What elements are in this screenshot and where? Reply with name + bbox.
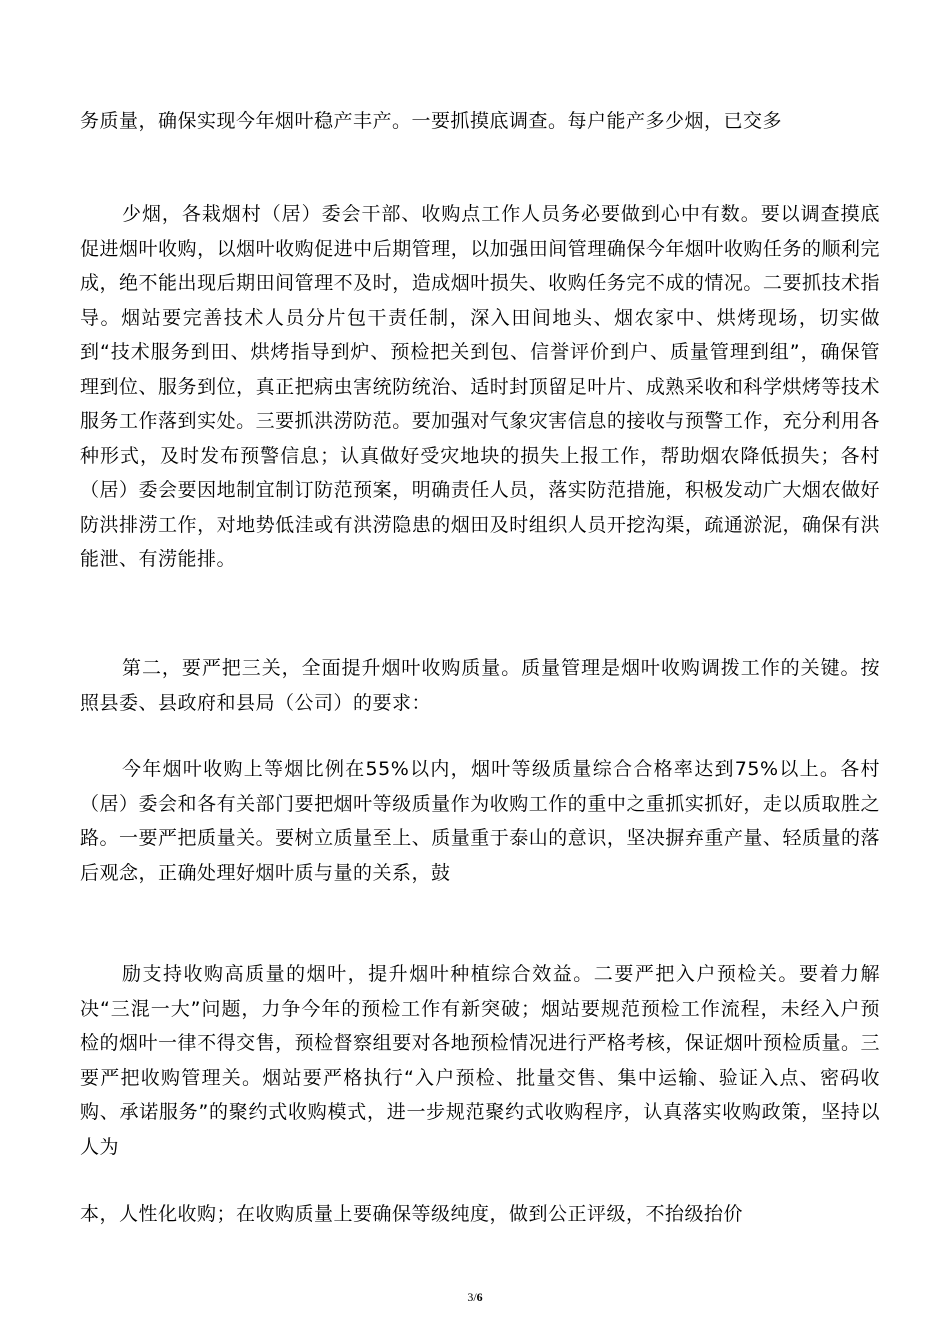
page-number-current: 3/ — [467, 1290, 477, 1304]
page-number-total: 6 — [476, 1290, 483, 1304]
page-number — [0, 1290, 950, 1305]
paragraph-1: 务质量，确保实现今年烟叶稳产丰产。一要抓摸底调查。每户能产多少烟，已交多 — [80, 110, 783, 132]
paragraph-4: 今年烟叶收购上等烟比例在55%以内，烟叶等级质量综合合格率达到75%以上。各村（居）委会和各有关部门要把烟叶等级质量作为收购工作的重中之重抓实抓好，走以质取胜之路。一要严把质量关。要树立质量至上、质量重于泰山的意识，坚决摒弃重产量、轻质量的落后观念，正确处理好烟叶质与量的关系，鼓 — [80, 758, 880, 884]
paragraph-5: 励支持收购高质量的烟叶，提升烟叶种植综合效益。二要严把入户预检关。要着力解决“三混一大”问题，力争今年的预检工作有新突破；烟站要规范预检工作流程，未经入户预检的烟叶一律不得交售，预检督察组要对各地预检情况进行严格考核，保证烟叶预检质量。三要严把收购管理关。烟站要严格执行“入户预检、批量交售、集中运输、验证入点、密码收购、承诺服务”的聚约式收购模式，进一步规范聚约式收购程序，认真落实收购政策，坚持以人为 — [80, 963, 880, 1158]
paragraph-2: 少烟，各栽烟村（居）委会干部、收购点工作人员务必要做到心中有数。要以调查摸底促进烟叶收购，以烟叶收购促进中后期管理，以加强田间管理确保今年烟叶收购任务的顺利完成，绝不能出现后期田间管理不及时，造成烟叶损失、收购任务完不成的情况。二要抓技术指导。烟站要完善技术人员分片包干责任制，深入田间地头、烟农家中、烘烤现场，切实做到“技术服务到田、烘烤指导到炉、预检把关到包、信誉评价到户、质量管理到组”，确保管理到位、服务到位，真正把病虫害统防统治、适时封顶留足叶片、成熟采收和科学烘烤等技术服务工作落到实处。三要抓洪涝防范。要加强对气象灾害信息的接收与预警工作，充分利用各种形式，及时发布预警信息；认真做好受灾地块的损失上报工作，帮助烟农降低损失；各村（居）委会要因地制宜制订防范预案，明确责任人员，落实防范措施，积极发动广大烟农做好防洪排涝工作，对地势低洼或有洪涝隐患的烟田及时组织人员开挖沟渠，疏通淤泥，确保有洪能泄、有涝能排。 — [80, 203, 880, 570]
paragraph-6: 本，人性化收购；在收购质量上要确保等级纯度，做到公正评级，不抬级抬价 — [80, 1203, 744, 1225]
paragraph-3: 第二，要严把三关，全面提升烟叶收购质量。质量管理是烟叶收购调拨工作的关键。按照县委、县政府和县局（公司）的要求： — [80, 657, 880, 714]
